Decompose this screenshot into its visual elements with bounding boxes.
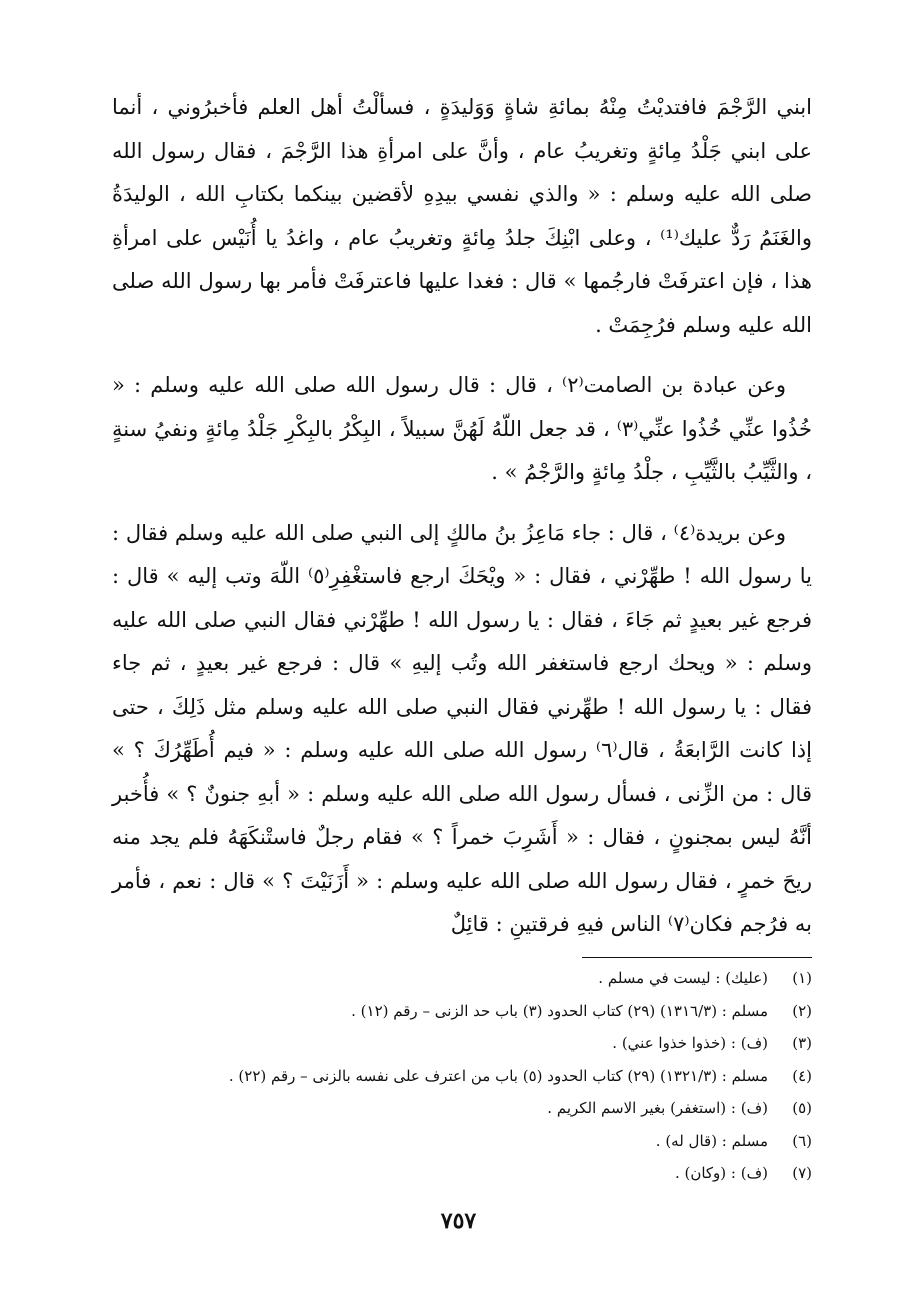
paragraph-3: وعن بريدة⁽٤⁾ ، قال : جاء مَاعِزُ بنُ مالكٍ إلى النبي صلى الله عليه وسلم فقال : يا رسول الله ! طهِّرْني ، فقال : « ويْحَكَ ارجع فاستغْفِرِ⁽٥⁾ اللّهَ وتب إليه » قال : فرجع غير بعيدٍ ثم جَاءَ ، فقال : يا رسول الله ! طهِّرْني فقال النبي صلى الله عليه وسلم : « ويحك ارجع فاستغفر الله وتُب إليهِ » قال : فرجع غير بعيدٍ ، ثم جاء فقال : يا رسول الله ! طهِّرني فقال النبي صلى الله عليه وسلم مثل ذَلِكَ ، حتى إذا كانت الرَّابعَةُ ، قال⁽٦⁾ رسول الله صلى الله عليه وسلم : « فيم أُطَهِّرُكَ ؟ » قال : من الزِّنى ، فسأل رسول الله صلى الله عليه وسلم : « أبهِ جنونٌ ؟ » فأُخبر أنَّهُ ليس بمجنونٍ ، فقال : « أَشَرِبَ خمراً ؟ » فقام رجلٌ فاستْنكَهَهُ فلم يجد منه ريحَ خمرٍ ، فقال رسول الله صلى الله عليه وسلم : « أَزَنَيْتَ ؟ » قال : نعم ، فأمر به فرُجم فكان⁽٧⁾ الناس فيهِ فرقتينِ : قائِلٌ [112, 520, 812, 936]
footnote-number: (١) [792, 969, 812, 987]
footnote-2 [100, 995, 812, 1028]
footnote-text: مسلم : (١٣٢١/٣) (٢٩) كتاب الحدود (٥) باب من اعترف على نفسه بالزنى – رقم (٢٢) . [228, 1066, 768, 1085]
footnote-number: (٣) [792, 1034, 812, 1052]
footnote-5 [100, 1092, 812, 1125]
paragraph-2: وعن عبادة بن الصامت⁽٢⁾ ، قال : قال رسول الله صلى الله عليه وسلم : « خُذُوا عنِّي خُذُوا عنِّي⁽٣⁾ ، قد جعل اللّهُ لَهُنَّ سبيلاً ، البِكْرُ بالبِكْرِ جَلْدُ مِائةٍ ونفيُ سنةٍ ، والثَّيِّبُ بالثَّيِّبِ ، جلْدُ مِائةٍ والرَّجْمُ » . [112, 373, 812, 484]
footnote-text: (ف) : (وكان) . [674, 1164, 768, 1182]
main-text-block [112, 86, 812, 947]
footnote-number: (٦) [792, 1131, 812, 1150]
footnote-text: مسلم : (١٣١٦/٣) (٢٩) كتاب الحدود (٣) باب حد الزنى – رقم (١٢) . [351, 1001, 768, 1020]
footnote-text: (ف) : (خذوا خذوا عني) . [612, 1034, 768, 1052]
footnote-number: (٧) [792, 1164, 812, 1182]
page-number: ٧٥٧ [440, 1208, 477, 1234]
footnote-text: (عليك) : ليست في مسلم . [598, 969, 768, 987]
footnote-4 [100, 1060, 812, 1093]
paragraph-1: ابني الرَّجْمَ فافتديْتُ مِنْهُ بمائةِ شاةٍ وَوَليدَةٍ ، فسألْتُ أهل العلم فأخبرُوني ، أنما على ابني جَلْدُ مِائةٍ وتغريبُ عام ، وأنَّ على امرأةِ هذا الرَّجْمَ ، فقال رسول الله صلى الله عليه وسلم : « والذي نفسي بيدِهِ لأقضين بينكما بكتابِ الله ، الوليدَةُ والغَنَمُ رَدٌّ عليك⁽¹⁾ ، وعلى ابْنِكَ جلدُ مِائةٍ وتغريبُ عام ، واغدُ يا أُنَيْس على امرأةِ هذا ، فإن اعترفَتْ فارجُمها » قال : فغدا عليها فاعترفَتْ فأمر بها رسول الله صلى الله عليه وسلم فرُجِمَتْ . [112, 95, 812, 337]
footnote-number: (٤) [792, 1066, 812, 1085]
footnote-number: (٥) [792, 1099, 812, 1117]
footnote-3 [100, 1027, 812, 1060]
footnotes-list [100, 962, 812, 1190]
footnote-separator [582, 957, 812, 958]
footnote-text: (ف) : (استغفر) بغير الاسم الكريم . [547, 1099, 768, 1117]
footnote-6 [100, 1125, 812, 1158]
footnote-text: مسلم : (قال له) . [655, 1131, 768, 1150]
footnote-1 [100, 962, 812, 995]
footnote-number: (٢) [792, 1001, 812, 1020]
footnote-7 [100, 1157, 812, 1190]
